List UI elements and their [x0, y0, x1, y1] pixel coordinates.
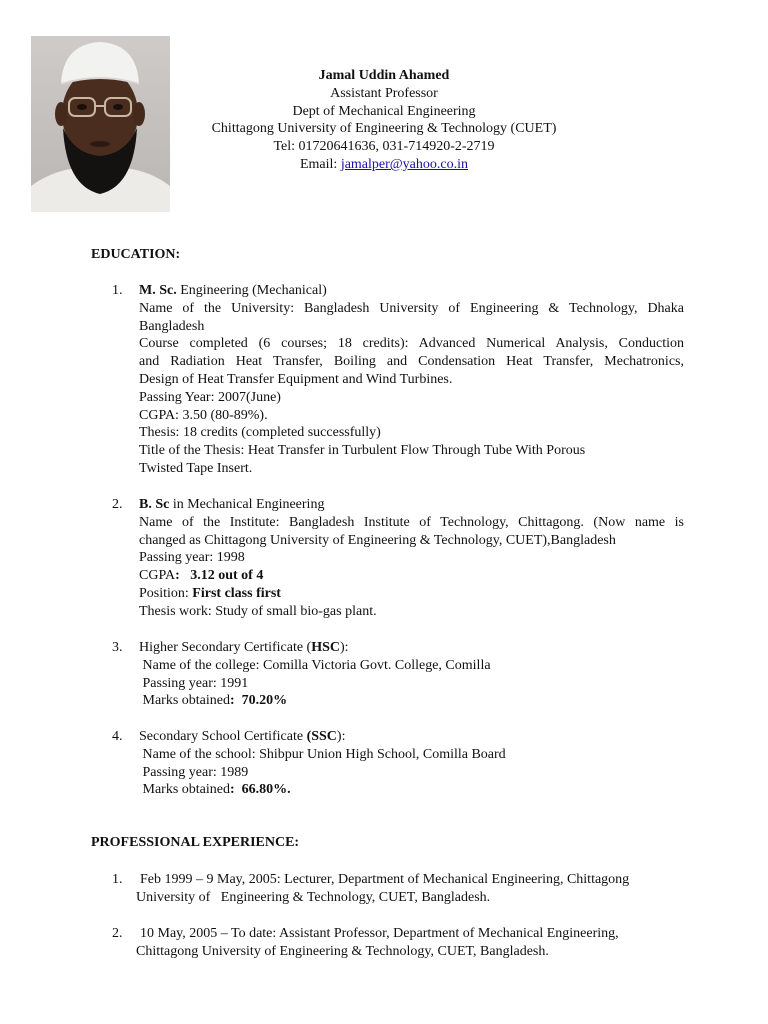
thesis-title: Twisted Tape Insert.: [139, 460, 253, 476]
marks-value: : 66.80%.: [229, 782, 291, 798]
marks-label: Marks obtained: [139, 782, 230, 798]
education-heading: EDUCATION:: [91, 247, 181, 262]
passing-year: Passing year: 1998: [139, 550, 245, 566]
courses-line: Course completed (6 courses; 18 credits): Advanced Numerical Analysis, Conduction: [139, 336, 684, 352]
university: Chittagong University of Engineering & Technology (CUET): [211, 121, 557, 137]
telephone: Tel: 01720641636, 031-714920-2-2719: [273, 139, 495, 155]
courses-line: Design of Heat Transfer Equipment and Wind Turbines.: [139, 371, 453, 387]
institute-line: changed as Chittagong University of Engineering & Technology, CUET),Bangladesh: [139, 532, 616, 548]
passing-year: Passing year: 1991: [139, 675, 249, 691]
contact-header: [170, 67, 598, 174]
school: Name of the school: Shibpur Union High School, Comilla Board: [139, 746, 506, 762]
college: Name of the college: Comilla Victoria Govt. College, Comilla: [139, 657, 491, 673]
cgpa-label: CGPA: [139, 568, 176, 584]
courses-line: and Radiation Heat Transfer, Boiling and Condensation Heat Transfer, Mechatronics,: [139, 354, 684, 370]
passing-year: Passing year: 1989: [139, 764, 249, 780]
email-label: Email:: [299, 156, 338, 172]
list-number: 1.: [112, 872, 123, 887]
university-line: Name of the University: Bangladesh University of Engineering & Technology, Dhaka: [139, 300, 684, 316]
experience-line: Feb 1999 – 9 May, 2005: Lecturer, Department of Mechanical Engineering, Chittagong: [140, 872, 630, 887]
certificate-title: Secondary School Certificate: [139, 729, 307, 744]
profile-photo: [31, 36, 170, 212]
list-number: 3.: [112, 640, 123, 655]
certificate-title: Higher Secondary Certificate (: [139, 640, 312, 655]
experience-line: University of Engineering & Technology, CUET, Bangladesh.: [136, 889, 491, 905]
cgpa: CGPA: 3.50 (80-89%).: [139, 407, 268, 423]
email-link[interactable]: jamalper@yahoo.co.in: [340, 156, 468, 172]
institute-line: Name of the Institute: Bangladesh Institute of Technology, Chittagong. (Now name is: [139, 514, 684, 530]
experience-line: Chittagong University of Engineering & Technology, CUET, Bangladesh.: [136, 943, 549, 959]
degree-field: Engineering (Mechanical): [176, 283, 327, 298]
list-number: 2.: [112, 926, 123, 941]
marks-label: Marks obtained: [139, 693, 230, 709]
list-number: 1.: [112, 283, 123, 298]
list-number: 2.: [112, 497, 123, 512]
degree-name: B. Sc: [139, 497, 170, 512]
thesis-title: Title of the Thesis: Heat Transfer in Turbulent Flow Through Tube With Porous: [139, 443, 586, 459]
certificate-abbr: HSC: [311, 640, 341, 655]
certificate-abbr: (SSC: [306, 729, 337, 744]
certificate-title-end: ):: [340, 640, 349, 655]
experience-line: 10 May, 2005 – To date: Assistant Professor, Department of Mechanical Engineering,: [140, 926, 619, 941]
experience-heading: PROFESSIONAL EXPERIENCE:: [91, 835, 300, 850]
marks-value: : 70.20%: [229, 693, 288, 709]
passing-year: Passing Year: 2007(June): [139, 389, 281, 405]
list-number: 4.: [112, 729, 123, 744]
degree-name: M. Sc.: [139, 283, 177, 298]
position-label: Position:: [139, 585, 193, 601]
job-title: Assistant Professor: [330, 85, 438, 101]
degree-field: in Mechanical Engineering: [169, 497, 325, 512]
email-line: [170, 156, 598, 174]
thesis: Thesis work: Study of small bio-gas plant.: [139, 603, 377, 619]
thesis: Thesis: 18 credits (completed successfully): [139, 425, 381, 441]
department: Dept of Mechanical Engineering: [292, 103, 476, 119]
university-line: Bangladesh: [139, 318, 205, 334]
person-name: Jamal Uddin Ahamed: [318, 68, 450, 83]
certificate-title-end: ):: [336, 729, 346, 744]
cgpa-value: : 3.12 out of 4: [175, 568, 264, 584]
position-value: First class first: [192, 585, 281, 601]
